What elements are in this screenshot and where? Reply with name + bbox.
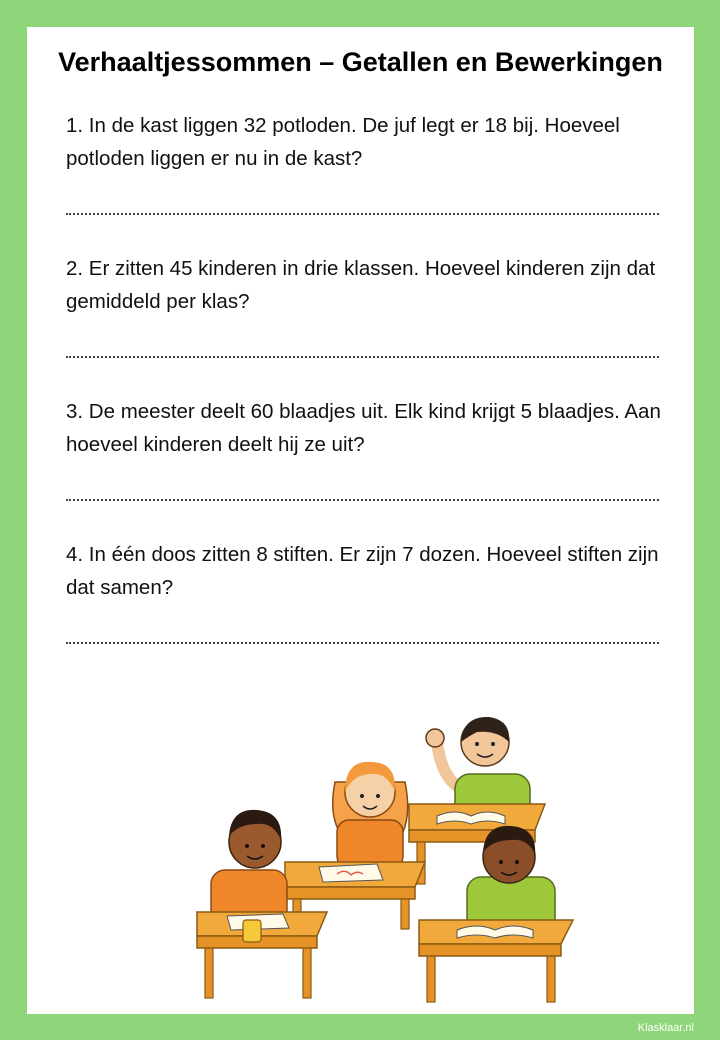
question-2: 2. Er zitten 45 kinderen in drie klassen. Hoeveel kinderen zijn dat gemiddeld per klas? [66,257,656,313]
desk-front-right [419,920,573,1002]
question-4: 4. In één doos zitten 8 stiften. Er zijn 7 dozen. Hoeveel stiften zijn dat samen? [66,543,659,599]
question-1: 1. In de kast liggen 32 potloden. De juf legt er 18 bij. Hoeveel potloden liggen er nu in de kast? [66,114,620,170]
answer-line-1[interactable] [66,213,659,215]
answer-line-3[interactable] [66,499,659,501]
footer-credit: Klasklaar.nl [637,1022,694,1034]
girl-drawing-figure [333,762,408,868]
worksheet-page [27,27,694,1014]
desk-front-left [197,912,327,998]
boy-writing-left-figure [211,810,287,926]
classroom-illustration [187,712,587,1007]
question-3: 3. De meester deelt 60 blaadjes uit. Elk kind krijgt 5 blaadjes. Aan hoeveel kinderen deelt hij ze uit? [66,400,661,456]
answer-line-2[interactable] [66,356,659,358]
answer-line-4[interactable] [66,642,659,644]
worksheet-title: Verhaaltjessommen – Getallen en Bewerkingen [58,47,663,77]
